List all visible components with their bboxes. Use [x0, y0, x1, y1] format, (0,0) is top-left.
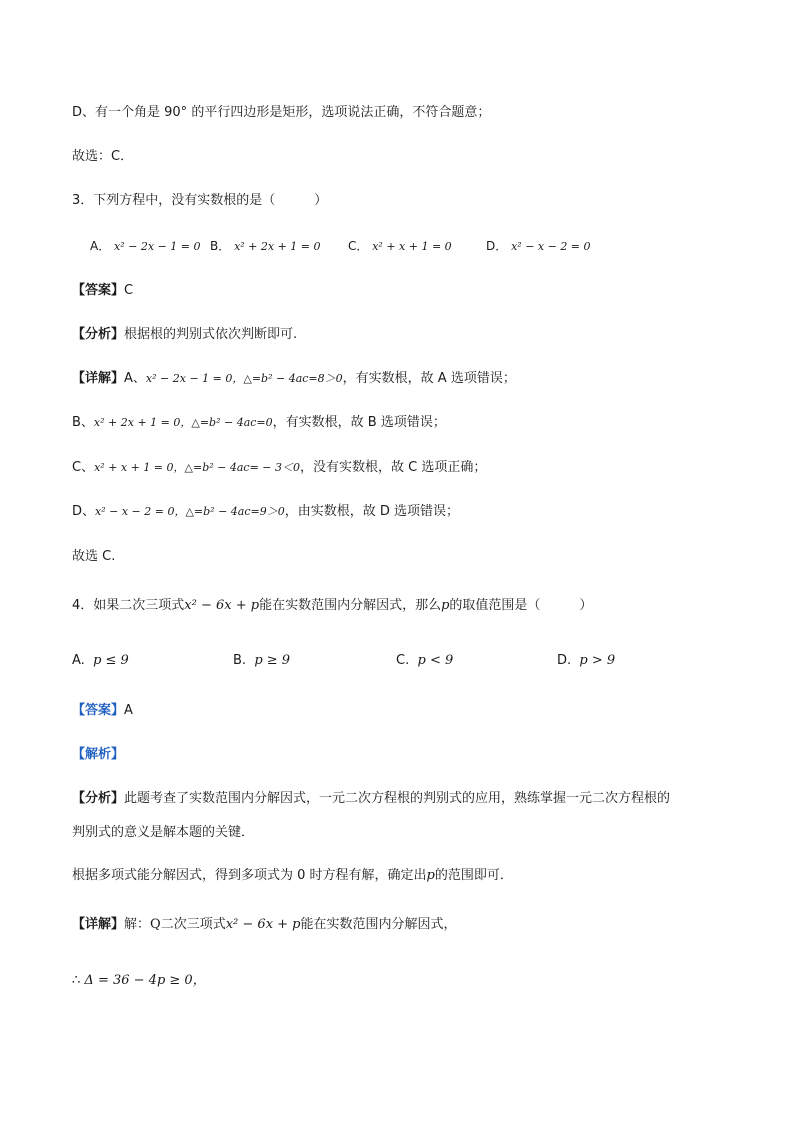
answer-4 [72, 702, 133, 720]
q4-option-c: C. p < 9 [396, 653, 454, 668]
option-d-explanation: D、有一个角是 90° 的平行四边形是矩形，选项说法正确，不符合题意； [72, 105, 491, 120]
q3-option-b: B． x² + 2x + 1 = 0 [210, 239, 321, 253]
analysis-tag: 【分析】 [72, 327, 125, 342]
detail-tag: 【详解】 [72, 371, 125, 386]
answer-value: C [124, 283, 134, 298]
detail-b-equation: x² + 2x + 1 = 0 [93, 416, 181, 429]
detail-b: B、x² + 2x + 1 = 0，△=b² − 4ac=0，有实数根，故 B 选项错误； [72, 415, 446, 430]
detail-4-tag: 【详解】 [72, 917, 125, 932]
detail-c-discriminant: ，△=b² − 4ac= − 3＜0 [173, 461, 301, 474]
analysis-text: 根据根的判别式依次判断即可. [124, 327, 298, 342]
answer-4-value: A [124, 703, 133, 718]
detail-d-equation: x² − x − 2 = 0 [95, 505, 175, 518]
detail-a-equation: x² − 2x − 1 = 0 [145, 372, 233, 385]
detail-a-discriminant: ，△=b² − 4ac=8＞0 [232, 372, 343, 385]
q3-option-d: D． x² − x − 2 = 0 [486, 239, 591, 253]
q3-option-a: A． x² − 2x − 1 = 0 [90, 239, 201, 253]
analysis-4-line-1: 【分析】此题考查了实数范围内分解因式，一元二次方程根的判别式的应用，熟练掌握一元二次方程根的 [72, 791, 671, 806]
previous-choice: 故选：C． [72, 149, 134, 164]
q4-option-a: A. p ≤ 9 [72, 653, 129, 668]
answer-3 [72, 282, 133, 300]
jiexi-tag: 【解析】 [72, 747, 125, 762]
analysis-4-line-3: 根据多项式能分解因式，得到多项式为 0 时方程有解，确定出p的范围即可． [72, 868, 513, 883]
answer-4-tag: 【答案】 [72, 703, 125, 718]
detail-a: 【详解】A、x² − 2x − 1 = 0，△=b² − 4ac=8＞0，有实数根，故 A 选项错误； [72, 371, 516, 386]
detail-4-expression: x² − 6x + p [225, 917, 301, 932]
delta-inequality: Δ = 36 − 4p ≥ 0， [84, 973, 206, 988]
analysis-3 [72, 326, 297, 344]
choice-3: 故选 C. [72, 549, 116, 564]
detail-c: C、x² + x + 1 = 0，△=b² − 4ac= − 3＜0，没有实数根，故 C 选项正确； [72, 460, 487, 475]
answer-tag: 【答案】 [72, 283, 125, 298]
q4-expression: x² − 6x + p [184, 598, 260, 613]
therefore-symbol: ∴ [72, 973, 81, 988]
analysis-4-tag: 【分析】 [72, 791, 125, 806]
q4-option-d: D. p > 9 [557, 653, 616, 668]
detail-c-equation: x² + x + 1 = 0 [94, 461, 174, 474]
jiexi-heading [72, 746, 124, 764]
detail-4-line-1: 【详解】解：Q二次三项式x² − 6x + p能在实数范围内分解因式， [72, 917, 457, 932]
question-4: 4．如果二次三项式x² − 6x + p能在实数范围内分解因式，那么p的取值范围是（ ） [72, 598, 593, 613]
q3-option-c: C． x² + x + 1 = 0 [348, 239, 452, 253]
analysis-4-line-2: 判别式的意义是解本题的关键． [72, 825, 255, 840]
because-symbol: Q [150, 917, 161, 932]
detail-b-discriminant: ，△=b² − 4ac=0 [180, 416, 273, 429]
q4-variable: p [441, 598, 450, 613]
detail-d: D、x² − x − 2 = 0，△=b² − 4ac=9＞0，由实数根，故 D 选项错误； [72, 504, 460, 519]
q4-option-b: B. p ≥ 9 [233, 653, 291, 668]
question-3: 3．下列方程中，没有实数根的是（ ） [72, 193, 328, 208]
detail-d-discriminant: ，△=b² − 4ac=9＞0 [174, 505, 285, 518]
detail-4-line-2 [72, 972, 206, 990]
